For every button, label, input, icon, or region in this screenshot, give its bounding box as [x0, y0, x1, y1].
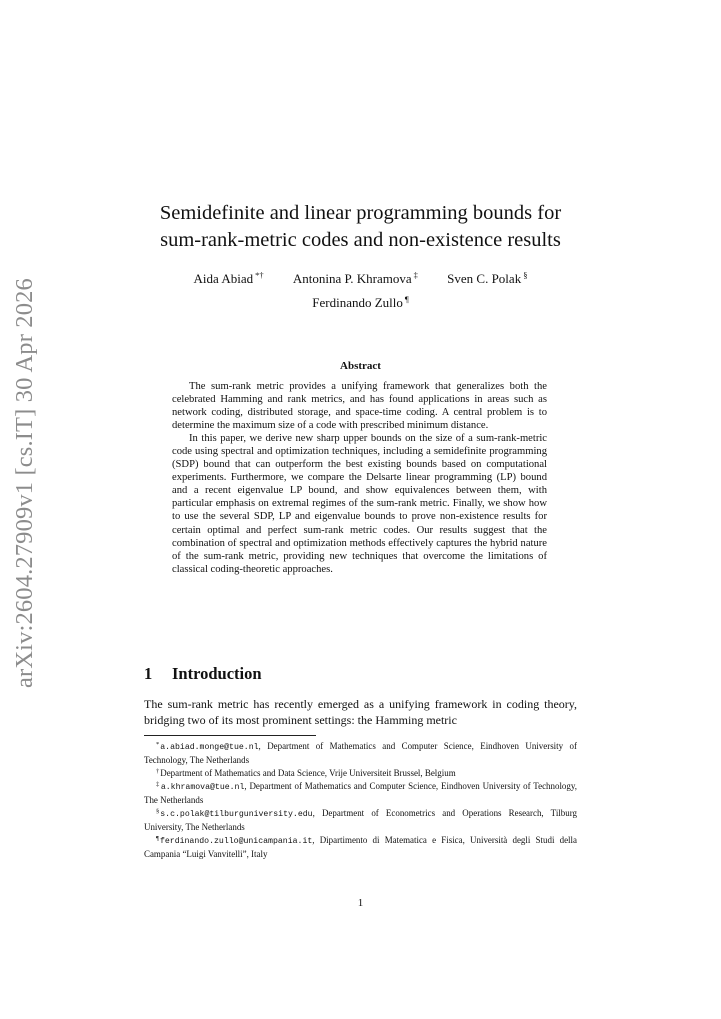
author-1 — [194, 270, 264, 287]
footnote-email[interactable]: a.khramova@tue.nl — [160, 783, 245, 792]
footnote-mark: * — [156, 741, 160, 748]
author-affiliation-marks: § — [523, 270, 528, 280]
author-3 — [447, 270, 527, 287]
footnote-mark: § — [156, 808, 160, 815]
footnote-1 — [144, 739, 577, 766]
author-affiliation-marks: ‡ — [413, 270, 418, 280]
author-affiliation-marks: *† — [255, 270, 264, 280]
author-affiliation-marks: ¶ — [404, 294, 409, 304]
authors-row-1 — [0, 270, 721, 287]
footnote-separator — [144, 735, 316, 736]
author-name: Antonina P. Khramova — [292, 271, 412, 286]
section-title: Introduction — [172, 664, 262, 683]
footnote-mark: ¶ — [156, 835, 159, 842]
footnote-email[interactable]: a.abiad.monge@tue.nl — [160, 743, 259, 752]
author-name: Ferdinando Zullo — [312, 295, 403, 310]
footnote-text: , Department of Econometrics and Operations Research, Tilburg University, The Netherlands — [144, 808, 577, 832]
footnote-mark: † — [156, 768, 160, 775]
title-line-2: sum-rank-metric codes and non-existence results — [160, 229, 561, 251]
footnotes — [144, 739, 577, 860]
footnote-4 — [144, 806, 577, 833]
footnote-5 — [144, 833, 577, 860]
abstract-paragraph-2: In this paper, we derive new sharp upper bounds on the size of a sum-rank-metric code using spectral and optimization techniques, including a semidefinite programming (SDP) bound that can outperform the best existing bounds based on computational experiments. Furthermore, we compare the Delsarte linear programming (LP) bound and a recent eigenvalue LP bound, and show equivalences between them, with particular emphasis on extremal regimes of the sum-rank metric. Finally, we show how to use the several SDP, LP and eigenvalue bounds to prove non-existence results for certain optimal and perfect sum-rank metric codes. Our results suggest that the combination of spectral and optimization methods effectively captures the hybrid nature of the sum-rank metric, providing new techniques that overcome the limitations of classical coding-theoretic approaches. — [172, 433, 547, 575]
footnote-email[interactable]: ferdinando.zullo@unicampania.it — [159, 837, 313, 846]
introduction-paragraph: The sum-rank metric has recently emerged as a unifying framework in coding theory, bridging two of its most prominent settings: the Hamming metric — [144, 697, 577, 727]
footnote-3 — [144, 779, 577, 806]
author-name: Aida Abiad — [193, 271, 254, 286]
author-name: Sven C. Polak — [447, 271, 522, 286]
abstract-paragraph-1: The sum-rank metric provides a unifying framework that generalizes both the celebrated Hamming and rank metrics, and has found applications in areas such as network coding, distributed storage, and space-time coding. A central problem is to determine the maximum size of a code with prescribed minimum distance. — [172, 381, 547, 432]
section-heading — [144, 664, 262, 684]
author-4 — [312, 294, 409, 311]
footnote-text: , Department of Mathematics and Computer Science, Eindhoven University of Technology, The Netherlands — [144, 781, 577, 805]
arxiv-identifier-stamp: arXiv:2604.27909v1 [cs.IT] 30 Apr 2026 — [11, 278, 38, 688]
footnote-email[interactable]: s.c.polak@tilburguniversity.edu — [160, 810, 313, 819]
section-number: 1 — [144, 664, 153, 683]
footnote-mark: ‡ — [156, 781, 160, 788]
footnote-text: Department of Mathematics and Data Science, Vrije Universiteit Brussel, Belgium — [160, 768, 456, 778]
introduction-text — [144, 696, 577, 728]
authors-row-2 — [0, 294, 721, 311]
abstract-heading: Abstract — [340, 360, 381, 372]
author-2 — [293, 270, 418, 287]
paper-title — [0, 200, 721, 254]
footnote-2 — [144, 766, 577, 779]
abstract-body — [172, 380, 547, 576]
title-line-1: Semidefinite and linear programming bounds for — [159, 202, 562, 224]
page-number: 1 — [357, 897, 364, 909]
footnote-text: , Dipartimento di Matematica e Fisica, Università degli Studi della Campania “Luigi Vanvitelli”, Italy — [144, 835, 577, 859]
footnote-text: , Department of Mathematics and Computer Science, Eindhoven University of Technology, The Netherlands — [144, 741, 577, 765]
